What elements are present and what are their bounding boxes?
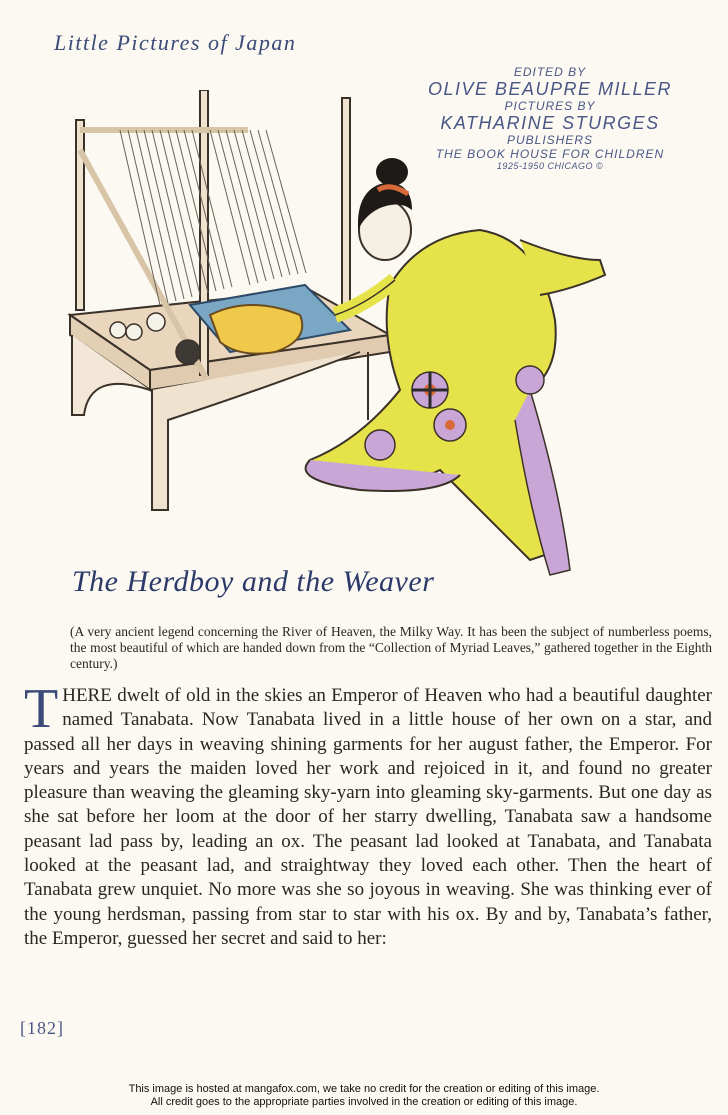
story-body [24,678,712,951]
body-paragraph: HERE dwelt of old in the skies an Emperor of Heaven who had a beautiful daughter named Tanabata. Now Tanabata lived in a little house of her own on a star, and passed all her days in weaving shining garments for her august father, the Emperor. For years and years the maiden loved her work and rejoiced in it, and found no greater pleasure than weaving the gleaming sky-yarn into gleaming sky-garments. But one day as she sat before her loom at the door of her starry dwelling, Tanabata saw a handsome peasant lad pass by, leading an ox. The peasant lad looked at Tanabata, and Tanabata looked at the peasant lad, and straightway they loved each other. Then the heart of Tanabata grew unquiet. No more was she so joyous in weaving. She was thinking ever of the young herdsman, passing from star to star with his ox. By and by, Tanabata’s father, the Emperor, guessed her secret and said to her: [24,685,712,949]
publishers-label: PUBLISHERS [506,133,594,147]
editor-name: OLIVE BEAUPRE MILLER [427,79,673,99]
publisher-name: THE BOOK HOUSE FOR CHILDREN [435,147,665,161]
series-title: Little Pictures of Japan [54,30,297,55]
drop-cap: T [24,678,59,740]
weaver-illustration [60,90,620,610]
pictures-by-label: PICTURES BY [504,99,596,113]
page-number: [182] [20,1018,64,1038]
copyright-line: 1925-1950 CHICAGO © [496,161,604,171]
illustrator-name: KATHARINE STURGES [440,113,660,133]
hosting-footer [0,1083,728,1109]
story-title: The Herdboy and the Weaver [72,565,435,598]
edited-by-label: EDITED BY [513,65,587,79]
story-intro [26,624,712,672]
footer-line-1: This image is hosted at mangafox.com, we take no credit for the creation or editing of this image. [128,1083,600,1095]
intro-text: (A very ancient legend concerning the River of Heaven, the Milky Way. It has been the subject of numberless poems, the most beautiful of which are handed down from the “Collection of Myriad Leaves,” gathered together in the Eighth century.) [70,624,712,671]
footer-line-2: All credit goes to the appropriate parties involved in the creation or editing of this image. [150,1096,578,1108]
